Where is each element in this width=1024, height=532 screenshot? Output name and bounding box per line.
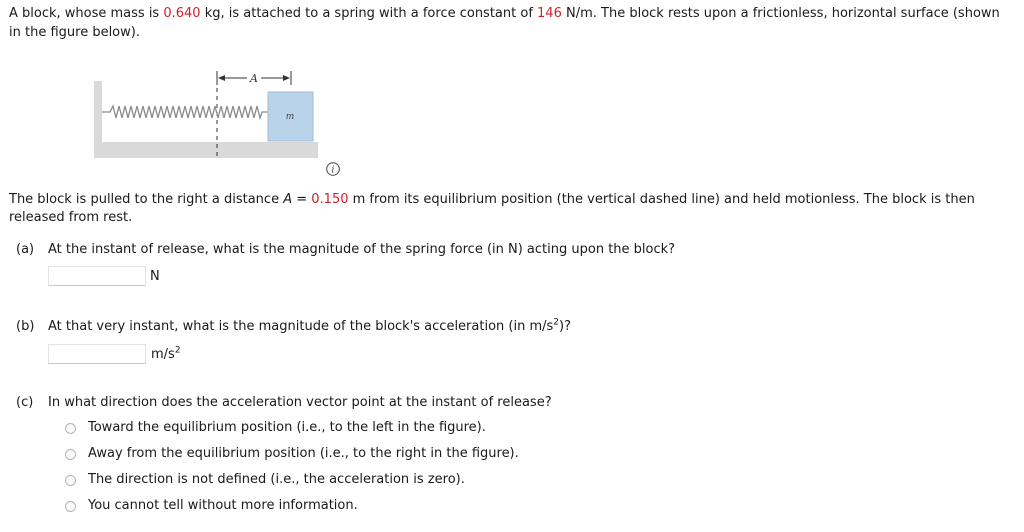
question-a-text: At the instant of release, what is the magnitude of the spring force (in N) acting upon the block? — [48, 242, 676, 257]
floor-surface — [94, 142, 318, 158]
question-b-sup: 2 — [553, 317, 560, 328]
svg-text:i: i — [331, 165, 335, 176]
setup-text-1: The block is pulled to the right a distance — [9, 192, 284, 207]
radio-button[interactable] — [65, 501, 76, 512]
arrowhead-right — [283, 75, 290, 81]
question-c — [16, 394, 552, 412]
option-cannot-tell[interactable] — [65, 497, 358, 515]
intro-text-1: A block, whose mass is — [9, 6, 164, 21]
question-a — [16, 241, 675, 259]
problem-intro — [9, 4, 1009, 42]
arrowhead-left — [218, 75, 225, 81]
radio-button[interactable] — [65, 423, 76, 434]
spring-coil — [102, 106, 269, 118]
answer-a-input[interactable] — [48, 266, 146, 286]
radio-button[interactable] — [65, 475, 76, 486]
setup-text-2: = — [292, 192, 312, 207]
distance-value: 0.150 — [311, 192, 349, 207]
option-label: The direction is not defined (i.e., the acceleration is zero). — [88, 472, 465, 487]
problem-setup — [9, 191, 1014, 227]
answer-b-input[interactable] — [48, 344, 146, 364]
setup-text-3: m from its equilibrium position (the vertical dashed line) and held motionless. The block is then released from rest. — [9, 192, 975, 225]
info-icon[interactable] — [326, 162, 340, 176]
intro-text-2: kg, is attached to a spring with a force constant of — [200, 6, 538, 21]
question-b-text-end: )? — [559, 319, 571, 334]
option-label: Away from the equilibrium position (i.e., to the right in the figure). — [88, 446, 519, 461]
radio-button[interactable] — [65, 449, 76, 460]
intro-text-3: N/m. The block rests upon a frictionless, horizontal surface (shown in the figure below). — [9, 6, 1000, 40]
option-label: Toward the equilibrium position (i.e., to the left in the figure). — [88, 420, 486, 435]
option-away-from-equilibrium[interactable] — [65, 445, 519, 463]
option-label: You cannot tell without more information. — [88, 498, 358, 513]
question-c-label: (c) — [16, 395, 34, 410]
question-b — [16, 318, 571, 336]
question-a-label: (a) — [16, 242, 35, 257]
option-toward-equilibrium[interactable] — [65, 419, 486, 437]
amplitude-label: A — [250, 72, 258, 85]
question-b-text: At that very instant, what is the magnitude of the block's acceleration (in m/s — [48, 319, 554, 334]
answer-a-unit: N — [150, 269, 160, 284]
option-not-defined[interactable] — [65, 471, 465, 489]
spring-block-figure — [94, 70, 318, 162]
answer-b-unit: $m/s^2$ — [151, 345, 181, 362]
mass-label: m — [285, 112, 295, 122]
question-c-text: In what direction does the acceleration vector point at the instant of release? — [48, 395, 552, 410]
spring-constant-value: 146 — [537, 6, 562, 21]
mass-value: 0.640 — [163, 6, 201, 21]
spring-diagram — [94, 70, 318, 162]
distance-variable: A — [283, 192, 293, 207]
question-b-label: (b) — [16, 319, 35, 334]
